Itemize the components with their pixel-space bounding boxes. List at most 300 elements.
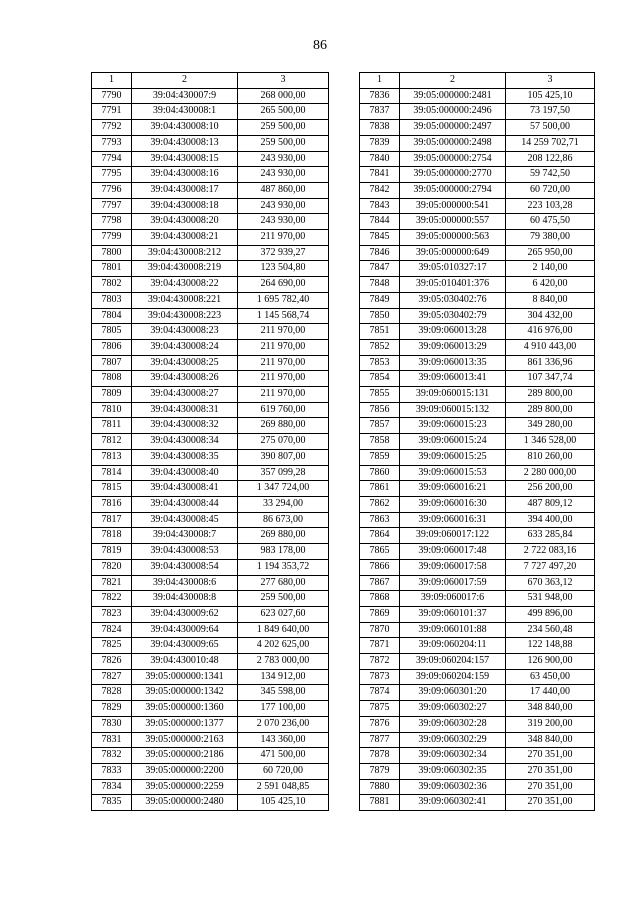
column-header-number: 1 — [360, 73, 400, 89]
value-cell: 211 970,00 — [238, 371, 329, 387]
cadastral-number-cell: 39:04:430010:48 — [132, 654, 238, 670]
cadastral-number-cell: 39:04:430009:62 — [132, 606, 238, 622]
table-body-right — [360, 88, 595, 810]
cadastral-number-cell: 39:04:430008:35 — [132, 449, 238, 465]
cadastral-number-cell: 39:04:430008:10 — [132, 120, 238, 136]
value-cell: 7 727 497,20 — [506, 559, 595, 575]
value-cell: 79 380,00 — [506, 230, 595, 246]
value-cell: 234 560,48 — [506, 622, 595, 638]
cadastral-number-cell: 39:05:000000:2754 — [400, 151, 506, 167]
cadastral-number-cell: 39:09:060302:35 — [400, 763, 506, 779]
table-header-row — [360, 73, 595, 89]
row-number-cell: 7802 — [92, 277, 132, 293]
cadastral-number-cell: 39:09:060013:35 — [400, 355, 506, 371]
cadastral-number-cell: 39:04:430008:7 — [132, 528, 238, 544]
row-number-cell: 7800 — [92, 245, 132, 261]
cadastral-number-cell: 39:04:430008:45 — [132, 512, 238, 528]
table-row — [92, 230, 329, 246]
cadastral-number-cell: 39:05:000000:2481 — [400, 88, 506, 104]
value-cell: 531 948,00 — [506, 591, 595, 607]
value-cell: 105 425,10 — [506, 88, 595, 104]
table-row — [92, 528, 329, 544]
row-number-cell: 7817 — [92, 512, 132, 528]
row-number-cell: 7856 — [360, 402, 400, 418]
table-row — [360, 763, 595, 779]
cadastral-number-cell: 39:09:060016:31 — [400, 512, 506, 528]
value-cell: 1 849 640,00 — [238, 622, 329, 638]
row-number-cell: 7804 — [92, 308, 132, 324]
row-number-cell: 7847 — [360, 261, 400, 277]
table-row — [360, 701, 595, 717]
row-number-cell: 7871 — [360, 638, 400, 654]
cadastral-number-cell: 39:09:060204:11 — [400, 638, 506, 654]
row-number-cell: 7861 — [360, 481, 400, 497]
value-cell: 4 910 443,00 — [506, 339, 595, 355]
cadastral-number-cell: 39:09:060013:28 — [400, 324, 506, 340]
row-number-cell: 7791 — [92, 104, 132, 120]
cadastral-number-cell: 39:04:430009:65 — [132, 638, 238, 654]
table-row — [92, 339, 329, 355]
row-number-cell: 7860 — [360, 465, 400, 481]
row-number-cell: 7872 — [360, 654, 400, 670]
value-cell: 243 930,00 — [238, 167, 329, 183]
cadastral-number-cell: 39:09:060015:25 — [400, 449, 506, 465]
column-header-cadastral: 2 — [132, 73, 238, 89]
value-cell: 211 970,00 — [238, 324, 329, 340]
row-number-cell: 7829 — [92, 701, 132, 717]
value-cell: 264 690,00 — [238, 277, 329, 293]
cadastral-number-cell: 39:09:060101:88 — [400, 622, 506, 638]
value-cell: 211 970,00 — [238, 230, 329, 246]
cadastral-number-cell: 39:04:430008:40 — [132, 465, 238, 481]
cadastral-number-cell: 39:09:060015:132 — [400, 402, 506, 418]
row-number-cell: 7824 — [92, 622, 132, 638]
table-row — [360, 591, 595, 607]
table-row — [92, 245, 329, 261]
cadastral-number-cell: 39:09:060015:23 — [400, 418, 506, 434]
value-cell: 390 807,00 — [238, 449, 329, 465]
value-cell: 270 351,00 — [506, 795, 595, 811]
table-row — [360, 104, 595, 120]
value-cell: 134 912,00 — [238, 669, 329, 685]
cadastral-number-cell: 39:09:060302:41 — [400, 795, 506, 811]
row-number-cell: 7877 — [360, 732, 400, 748]
row-number-cell: 7813 — [92, 449, 132, 465]
cadastral-number-cell: 39:05:000000:2186 — [132, 748, 238, 764]
cadastral-number-cell: 39:05:000000:649 — [400, 245, 506, 261]
row-number-cell: 7842 — [360, 182, 400, 198]
cadastral-number-cell: 39:04:430008:41 — [132, 481, 238, 497]
value-cell: 17 440,00 — [506, 685, 595, 701]
row-number-cell: 7840 — [360, 151, 400, 167]
row-number-cell: 7859 — [360, 449, 400, 465]
table-row — [360, 324, 595, 340]
row-number-cell: 7834 — [92, 779, 132, 795]
value-cell: 208 122,86 — [506, 151, 595, 167]
row-number-cell: 7792 — [92, 120, 132, 136]
value-cell: 349 280,00 — [506, 418, 595, 434]
row-number-cell: 7801 — [92, 261, 132, 277]
table-row — [92, 481, 329, 497]
value-cell: 177 100,00 — [238, 701, 329, 717]
value-cell: 357 099,28 — [238, 465, 329, 481]
cadastral-number-cell: 39:09:060017:48 — [400, 544, 506, 560]
table-row — [360, 606, 595, 622]
row-number-cell: 7833 — [92, 763, 132, 779]
table-row — [360, 575, 595, 591]
table-row — [92, 324, 329, 340]
row-number-cell: 7867 — [360, 575, 400, 591]
value-cell: 275 070,00 — [238, 434, 329, 450]
table-row — [92, 387, 329, 403]
value-cell: 265 500,00 — [238, 104, 329, 120]
cadastral-number-cell: 39:09:060015:53 — [400, 465, 506, 481]
cadastral-number-cell: 39:04:430008:221 — [132, 292, 238, 308]
value-cell: 265 950,00 — [506, 245, 595, 261]
table-row — [360, 418, 595, 434]
column-header-value: 3 — [506, 73, 595, 89]
cadastral-number-cell: 39:04:430008:6 — [132, 575, 238, 591]
table-row — [360, 528, 595, 544]
table-row — [360, 371, 595, 387]
table-row — [92, 591, 329, 607]
value-cell: 243 930,00 — [238, 198, 329, 214]
value-cell: 289 800,00 — [506, 402, 595, 418]
value-cell: 126 900,00 — [506, 654, 595, 670]
table-row — [360, 135, 595, 151]
row-number-cell: 7880 — [360, 779, 400, 795]
value-cell: 2 280 000,00 — [506, 465, 595, 481]
table-row — [92, 622, 329, 638]
table-body-left — [92, 88, 329, 810]
row-number-cell: 7855 — [360, 387, 400, 403]
value-cell: 487 860,00 — [238, 182, 329, 198]
table-row — [92, 402, 329, 418]
cadastral-number-cell: 39:04:430009:64 — [132, 622, 238, 638]
cadastral-number-cell: 39:04:430008:34 — [132, 434, 238, 450]
table-row — [92, 434, 329, 450]
row-number-cell: 7822 — [92, 591, 132, 607]
registry-table-left — [91, 72, 329, 811]
row-number-cell: 7876 — [360, 716, 400, 732]
cadastral-number-cell: 39:04:430008:44 — [132, 496, 238, 512]
cadastral-number-cell: 39:09:060013:29 — [400, 339, 506, 355]
row-number-cell: 7854 — [360, 371, 400, 387]
value-cell: 633 285,84 — [506, 528, 595, 544]
cadastral-number-cell: 39:09:060302:36 — [400, 779, 506, 795]
cadastral-number-cell: 39:04:430008:16 — [132, 167, 238, 183]
row-number-cell: 7830 — [92, 716, 132, 732]
row-number-cell: 7869 — [360, 606, 400, 622]
row-number-cell: 7846 — [360, 245, 400, 261]
value-cell: 123 504,80 — [238, 261, 329, 277]
table-row — [92, 135, 329, 151]
table-row — [92, 104, 329, 120]
table-row — [360, 481, 595, 497]
row-number-cell: 7811 — [92, 418, 132, 434]
row-number-cell: 7835 — [92, 795, 132, 811]
cadastral-number-cell: 39:05:000000:2498 — [400, 135, 506, 151]
value-cell: 499 896,00 — [506, 606, 595, 622]
value-cell: 243 930,00 — [238, 214, 329, 230]
row-number-cell: 7825 — [92, 638, 132, 654]
table-row — [92, 716, 329, 732]
value-cell: 1 695 782,40 — [238, 292, 329, 308]
table-row — [92, 763, 329, 779]
row-number-cell: 7857 — [360, 418, 400, 434]
value-cell: 1 346 528,00 — [506, 434, 595, 450]
cadastral-number-cell: 39:04:430008:17 — [132, 182, 238, 198]
value-cell: 623 027,60 — [238, 606, 329, 622]
cadastral-number-cell: 39:05:000000:541 — [400, 198, 506, 214]
row-number-cell: 7841 — [360, 167, 400, 183]
value-cell: 670 363,12 — [506, 575, 595, 591]
table-row — [92, 559, 329, 575]
table-row — [92, 214, 329, 230]
value-cell: 345 598,00 — [238, 685, 329, 701]
value-cell: 60 720,00 — [506, 182, 595, 198]
value-cell: 86 673,00 — [238, 512, 329, 528]
row-number-cell: 7809 — [92, 387, 132, 403]
row-number-cell: 7808 — [92, 371, 132, 387]
row-number-cell: 7798 — [92, 214, 132, 230]
cadastral-number-cell: 39:05:000000:1360 — [132, 701, 238, 717]
value-cell: 57 500,00 — [506, 120, 595, 136]
row-number-cell: 7805 — [92, 324, 132, 340]
row-number-cell: 7875 — [360, 701, 400, 717]
value-cell: 394 400,00 — [506, 512, 595, 528]
cadastral-number-cell: 39:04:430008:8 — [132, 591, 238, 607]
row-number-cell: 7814 — [92, 465, 132, 481]
value-cell: 289 800,00 — [506, 387, 595, 403]
row-number-cell: 7839 — [360, 135, 400, 151]
value-cell: 6 420,00 — [506, 277, 595, 293]
cadastral-number-cell: 39:04:430008:13 — [132, 135, 238, 151]
cadastral-number-cell: 39:05:000000:2496 — [400, 104, 506, 120]
table-row — [360, 496, 595, 512]
cadastral-number-cell: 39:04:430008:22 — [132, 277, 238, 293]
row-number-cell: 7879 — [360, 763, 400, 779]
table-row — [360, 120, 595, 136]
cadastral-number-cell: 39:09:060017:58 — [400, 559, 506, 575]
table-row — [92, 779, 329, 795]
value-cell: 4 202 625,00 — [238, 638, 329, 654]
row-number-cell: 7807 — [92, 355, 132, 371]
table-row — [360, 795, 595, 811]
cadastral-number-cell: 39:05:010327:17 — [400, 261, 506, 277]
row-number-cell: 7878 — [360, 748, 400, 764]
table-row — [92, 182, 329, 198]
cadastral-number-cell: 39:05:000000:2200 — [132, 763, 238, 779]
table-row — [92, 261, 329, 277]
table-row — [360, 748, 595, 764]
value-cell: 1 347 724,00 — [238, 481, 329, 497]
row-number-cell: 7874 — [360, 685, 400, 701]
row-number-cell: 7797 — [92, 198, 132, 214]
cadastral-number-cell: 39:05:000000:2770 — [400, 167, 506, 183]
row-number-cell: 7815 — [92, 481, 132, 497]
row-number-cell: 7806 — [92, 339, 132, 355]
row-number-cell: 7870 — [360, 622, 400, 638]
cadastral-number-cell: 39:05:000000:2794 — [400, 182, 506, 198]
table-row — [92, 292, 329, 308]
value-cell: 269 880,00 — [238, 418, 329, 434]
table-row — [360, 198, 595, 214]
cadastral-number-cell: 39:09:060016:21 — [400, 481, 506, 497]
table-row — [360, 308, 595, 324]
cadastral-number-cell: 39:09:060302:28 — [400, 716, 506, 732]
cadastral-number-cell: 39:09:060204:159 — [400, 669, 506, 685]
cadastral-number-cell: 39:04:430008:15 — [132, 151, 238, 167]
cadastral-number-cell: 39:09:060302:27 — [400, 701, 506, 717]
cadastral-number-cell: 39:09:060017:6 — [400, 591, 506, 607]
column-header-value: 3 — [238, 73, 329, 89]
table-row — [360, 230, 595, 246]
value-cell: 107 347,74 — [506, 371, 595, 387]
row-number-cell: 7848 — [360, 277, 400, 293]
table-row — [92, 606, 329, 622]
cadastral-number-cell: 39:09:060101:37 — [400, 606, 506, 622]
table-row — [92, 418, 329, 434]
table-row — [360, 512, 595, 528]
row-number-cell: 7843 — [360, 198, 400, 214]
table-row — [360, 559, 595, 575]
table-row — [92, 88, 329, 104]
table-row — [360, 716, 595, 732]
table-row — [92, 120, 329, 136]
row-number-cell: 7881 — [360, 795, 400, 811]
value-cell: 1 145 568,74 — [238, 308, 329, 324]
value-cell: 268 000,00 — [238, 88, 329, 104]
cadastral-number-cell: 39:04:430008:21 — [132, 230, 238, 246]
value-cell: 1 194 353,72 — [238, 559, 329, 575]
value-cell: 2 783 000,00 — [238, 654, 329, 670]
row-number-cell: 7812 — [92, 434, 132, 450]
row-number-cell: 7796 — [92, 182, 132, 198]
row-number-cell: 7816 — [92, 496, 132, 512]
value-cell: 211 970,00 — [238, 339, 329, 355]
value-cell: 105 425,10 — [238, 795, 329, 811]
table-row — [360, 465, 595, 481]
value-cell: 983 178,00 — [238, 544, 329, 560]
table-row — [360, 355, 595, 371]
table-row — [92, 701, 329, 717]
row-number-cell: 7831 — [92, 732, 132, 748]
cadastral-number-cell: 39:05:030402:79 — [400, 308, 506, 324]
cadastral-number-cell: 39:04:430008:25 — [132, 355, 238, 371]
cadastral-number-cell: 39:04:430007:9 — [132, 88, 238, 104]
table-row — [92, 496, 329, 512]
table-row — [360, 622, 595, 638]
cadastral-number-cell: 39:04:430008:223 — [132, 308, 238, 324]
table-row — [360, 654, 595, 670]
row-number-cell: 7837 — [360, 104, 400, 120]
cadastral-number-cell: 39:04:430008:24 — [132, 339, 238, 355]
table-row — [360, 449, 595, 465]
value-cell: 487 809,12 — [506, 496, 595, 512]
row-number-cell: 7795 — [92, 167, 132, 183]
table-row — [92, 449, 329, 465]
value-cell: 259 500,00 — [238, 135, 329, 151]
cadastral-number-cell: 39:05:000000:1341 — [132, 669, 238, 685]
table-row — [360, 779, 595, 795]
row-number-cell: 7864 — [360, 528, 400, 544]
value-cell: 269 880,00 — [238, 528, 329, 544]
cadastral-number-cell: 39:04:430008:20 — [132, 214, 238, 230]
table-row — [360, 669, 595, 685]
value-cell: 8 840,00 — [506, 292, 595, 308]
table-row — [360, 88, 595, 104]
row-number-cell: 7853 — [360, 355, 400, 371]
cadastral-number-cell: 39:05:000000:557 — [400, 214, 506, 230]
value-cell: 2 722 083,16 — [506, 544, 595, 560]
cadastral-number-cell: 39:05:000000:2259 — [132, 779, 238, 795]
table-row — [360, 544, 595, 560]
row-number-cell: 7794 — [92, 151, 132, 167]
page-number: 86 — [313, 38, 327, 53]
table-row — [92, 465, 329, 481]
cadastral-number-cell: 39:09:060302:29 — [400, 732, 506, 748]
cadastral-number-cell: 39:04:430008:212 — [132, 245, 238, 261]
table-row — [92, 198, 329, 214]
cadastral-number-cell: 39:09:060301:20 — [400, 685, 506, 701]
row-number-cell: 7862 — [360, 496, 400, 512]
row-number-cell: 7828 — [92, 685, 132, 701]
cadastral-number-cell: 39:04:430008:53 — [132, 544, 238, 560]
table-row — [92, 371, 329, 387]
value-cell: 143 360,00 — [238, 732, 329, 748]
value-cell: 2 070 236,00 — [238, 716, 329, 732]
cadastral-number-cell: 39:05:000000:1342 — [132, 685, 238, 701]
row-number-cell: 7863 — [360, 512, 400, 528]
cadastral-number-cell: 39:04:430008:1 — [132, 104, 238, 120]
table-row — [92, 748, 329, 764]
table-row — [92, 167, 329, 183]
table-row — [360, 402, 595, 418]
value-cell: 60 475,50 — [506, 214, 595, 230]
registry-table-right — [359, 72, 595, 811]
row-number-cell: 7838 — [360, 120, 400, 136]
value-cell: 2 591 048,85 — [238, 779, 329, 795]
table-row — [360, 434, 595, 450]
row-number-cell: 7850 — [360, 308, 400, 324]
cadastral-number-cell: 39:09:060204:157 — [400, 654, 506, 670]
cadastral-number-cell: 39:05:010401:376 — [400, 277, 506, 293]
value-cell: 243 930,00 — [238, 151, 329, 167]
table-row — [92, 308, 329, 324]
value-cell: 259 500,00 — [238, 120, 329, 136]
row-number-cell: 7793 — [92, 135, 132, 151]
cadastral-number-cell: 39:04:430008:26 — [132, 371, 238, 387]
value-cell: 122 148,88 — [506, 638, 595, 654]
value-cell: 810 260,00 — [506, 449, 595, 465]
table-row — [92, 151, 329, 167]
row-number-cell: 7803 — [92, 292, 132, 308]
table-row — [92, 575, 329, 591]
row-number-cell: 7827 — [92, 669, 132, 685]
row-number-cell: 7836 — [360, 88, 400, 104]
row-number-cell: 7821 — [92, 575, 132, 591]
table-row — [92, 638, 329, 654]
cadastral-number-cell: 39:05:000000:2497 — [400, 120, 506, 136]
cadastral-number-cell: 39:04:430008:18 — [132, 198, 238, 214]
table-row — [92, 795, 329, 811]
row-number-cell: 7852 — [360, 339, 400, 355]
row-number-cell: 7868 — [360, 591, 400, 607]
row-number-cell: 7823 — [92, 606, 132, 622]
row-number-cell: 7832 — [92, 748, 132, 764]
row-number-cell: 7826 — [92, 654, 132, 670]
